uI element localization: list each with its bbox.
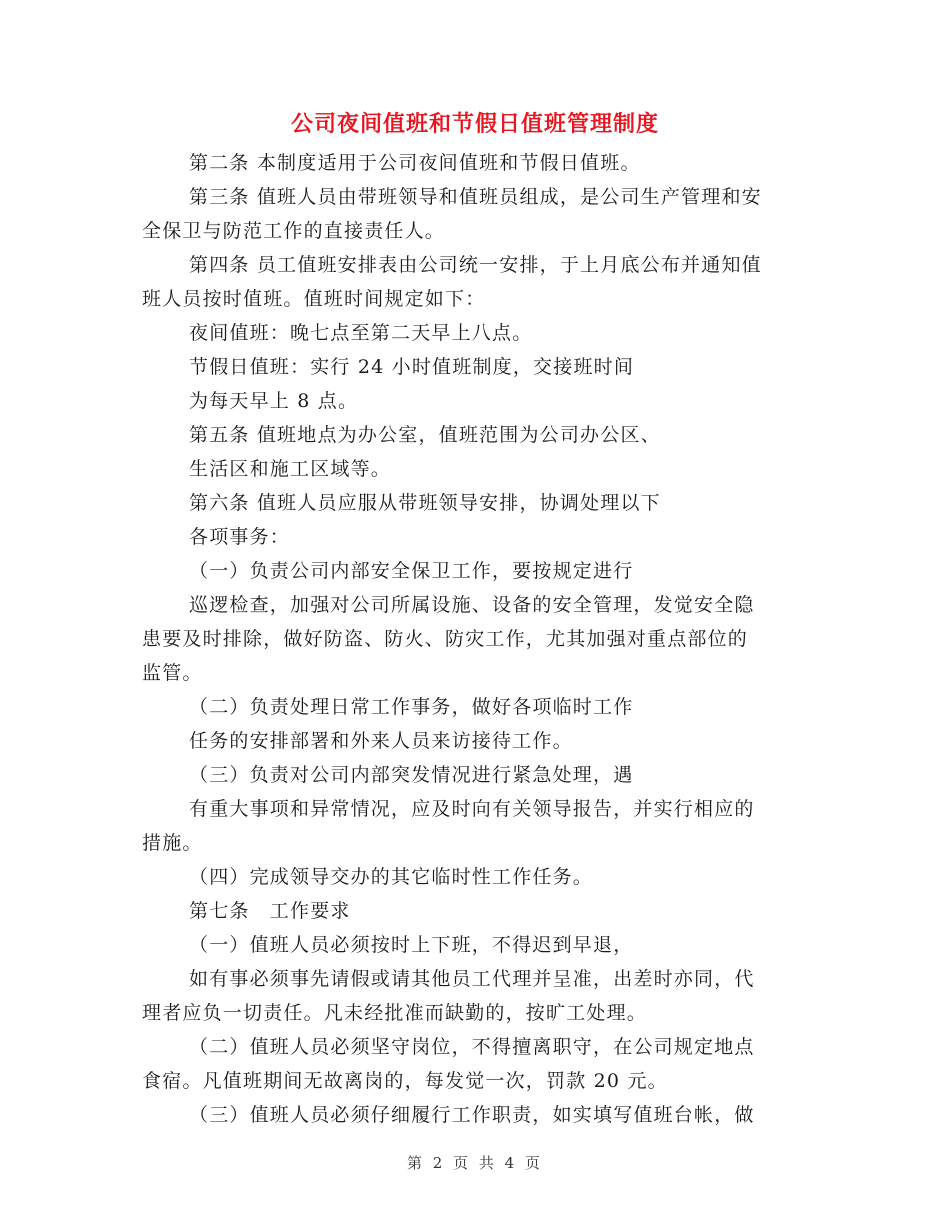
text-line: 夜间值班：晚七点至第二天早上八点。 xyxy=(189,322,533,344)
text-line: 第六条 值班人员应服从带班领导安排，协调处理以下 xyxy=(189,492,661,514)
text-line: 监管。 xyxy=(142,662,203,684)
text-line: （三）值班人员必须仔细履行工作职责，如实填写值班台帐，做 xyxy=(189,1104,755,1126)
text-line: 班人员按时值班。值班时间规定如下： xyxy=(142,288,486,310)
text-line: 理者应负一切责任。凡未经批准而缺勤的，按旷工处理。 xyxy=(142,1002,648,1024)
document-title: 公司夜间值班和节假日值班管理制度 xyxy=(290,111,659,137)
text-line: （一）负责公司内部安全保卫工作，要按规定进行 xyxy=(189,560,634,582)
page-number-footer: 第 2 页 共 4 页 xyxy=(407,1154,543,1172)
text-line: 节假日值班：实行 24 小时值班制度，交接班时间 xyxy=(189,356,635,378)
text-line: 第五条 值班地点为办公室，值班范围为公司办公区、 xyxy=(189,424,661,446)
text-line: 患要及时排除，做好防盗、防火、防灾工作，尤其加强对重点部位的 xyxy=(142,628,749,650)
document-body xyxy=(142,146,810,1132)
text-line: 食宿。凡值班期间无故离岗的，每发觉一次，罚款 20 元。 xyxy=(142,1070,668,1092)
text-line: 如有事必须事先请假或请其他员工代理并呈准，出差时亦同，代 xyxy=(189,968,755,990)
text-line: 为每天早上 8 点。 xyxy=(189,390,359,412)
text-line: （三）负责对公司内部突发情况进行紧急处理，遇 xyxy=(189,764,634,786)
text-line: 任务的安排部署和外来人员来访接待工作。 xyxy=(189,730,573,752)
text-line: 生活区和施工区域等。 xyxy=(189,458,392,480)
text-line: （一）值班人员必须按时上下班，不得迟到早退， xyxy=(189,934,634,956)
text-line: （二）值班人员必须坚守岗位，不得擅离职守，在公司规定地点 xyxy=(189,1036,755,1058)
text-line: 巡逻检查，加强对公司所属设施、设备的安全管理，发觉安全隐 xyxy=(189,594,755,616)
text-line: 第七条 工作要求 xyxy=(189,900,351,922)
text-line: （四）完成领导交办的其它临时性工作任务。 xyxy=(189,866,594,888)
text-line: （二）负责处理日常工作事务，做好各项临时工作 xyxy=(189,696,634,718)
text-line: 措施。 xyxy=(142,832,203,854)
text-line: 全保卫与防范工作的直接责任人。 xyxy=(142,220,446,242)
text-line: 第二条 本制度适用于公司夜间值班和节假日值班。 xyxy=(189,152,641,174)
text-line: 各项事务： xyxy=(189,526,291,548)
text-line: 有重大事项和异常情况，应及时向有关领导报告，并实行相应的 xyxy=(189,798,755,820)
text-line: 第三条 值班人员由带班领导和值班员组成，是公司生产管理和安 xyxy=(189,186,762,208)
text-line: 第四条 员工值班安排表由公司统一安排，于上月底公布并通知值 xyxy=(189,254,762,276)
